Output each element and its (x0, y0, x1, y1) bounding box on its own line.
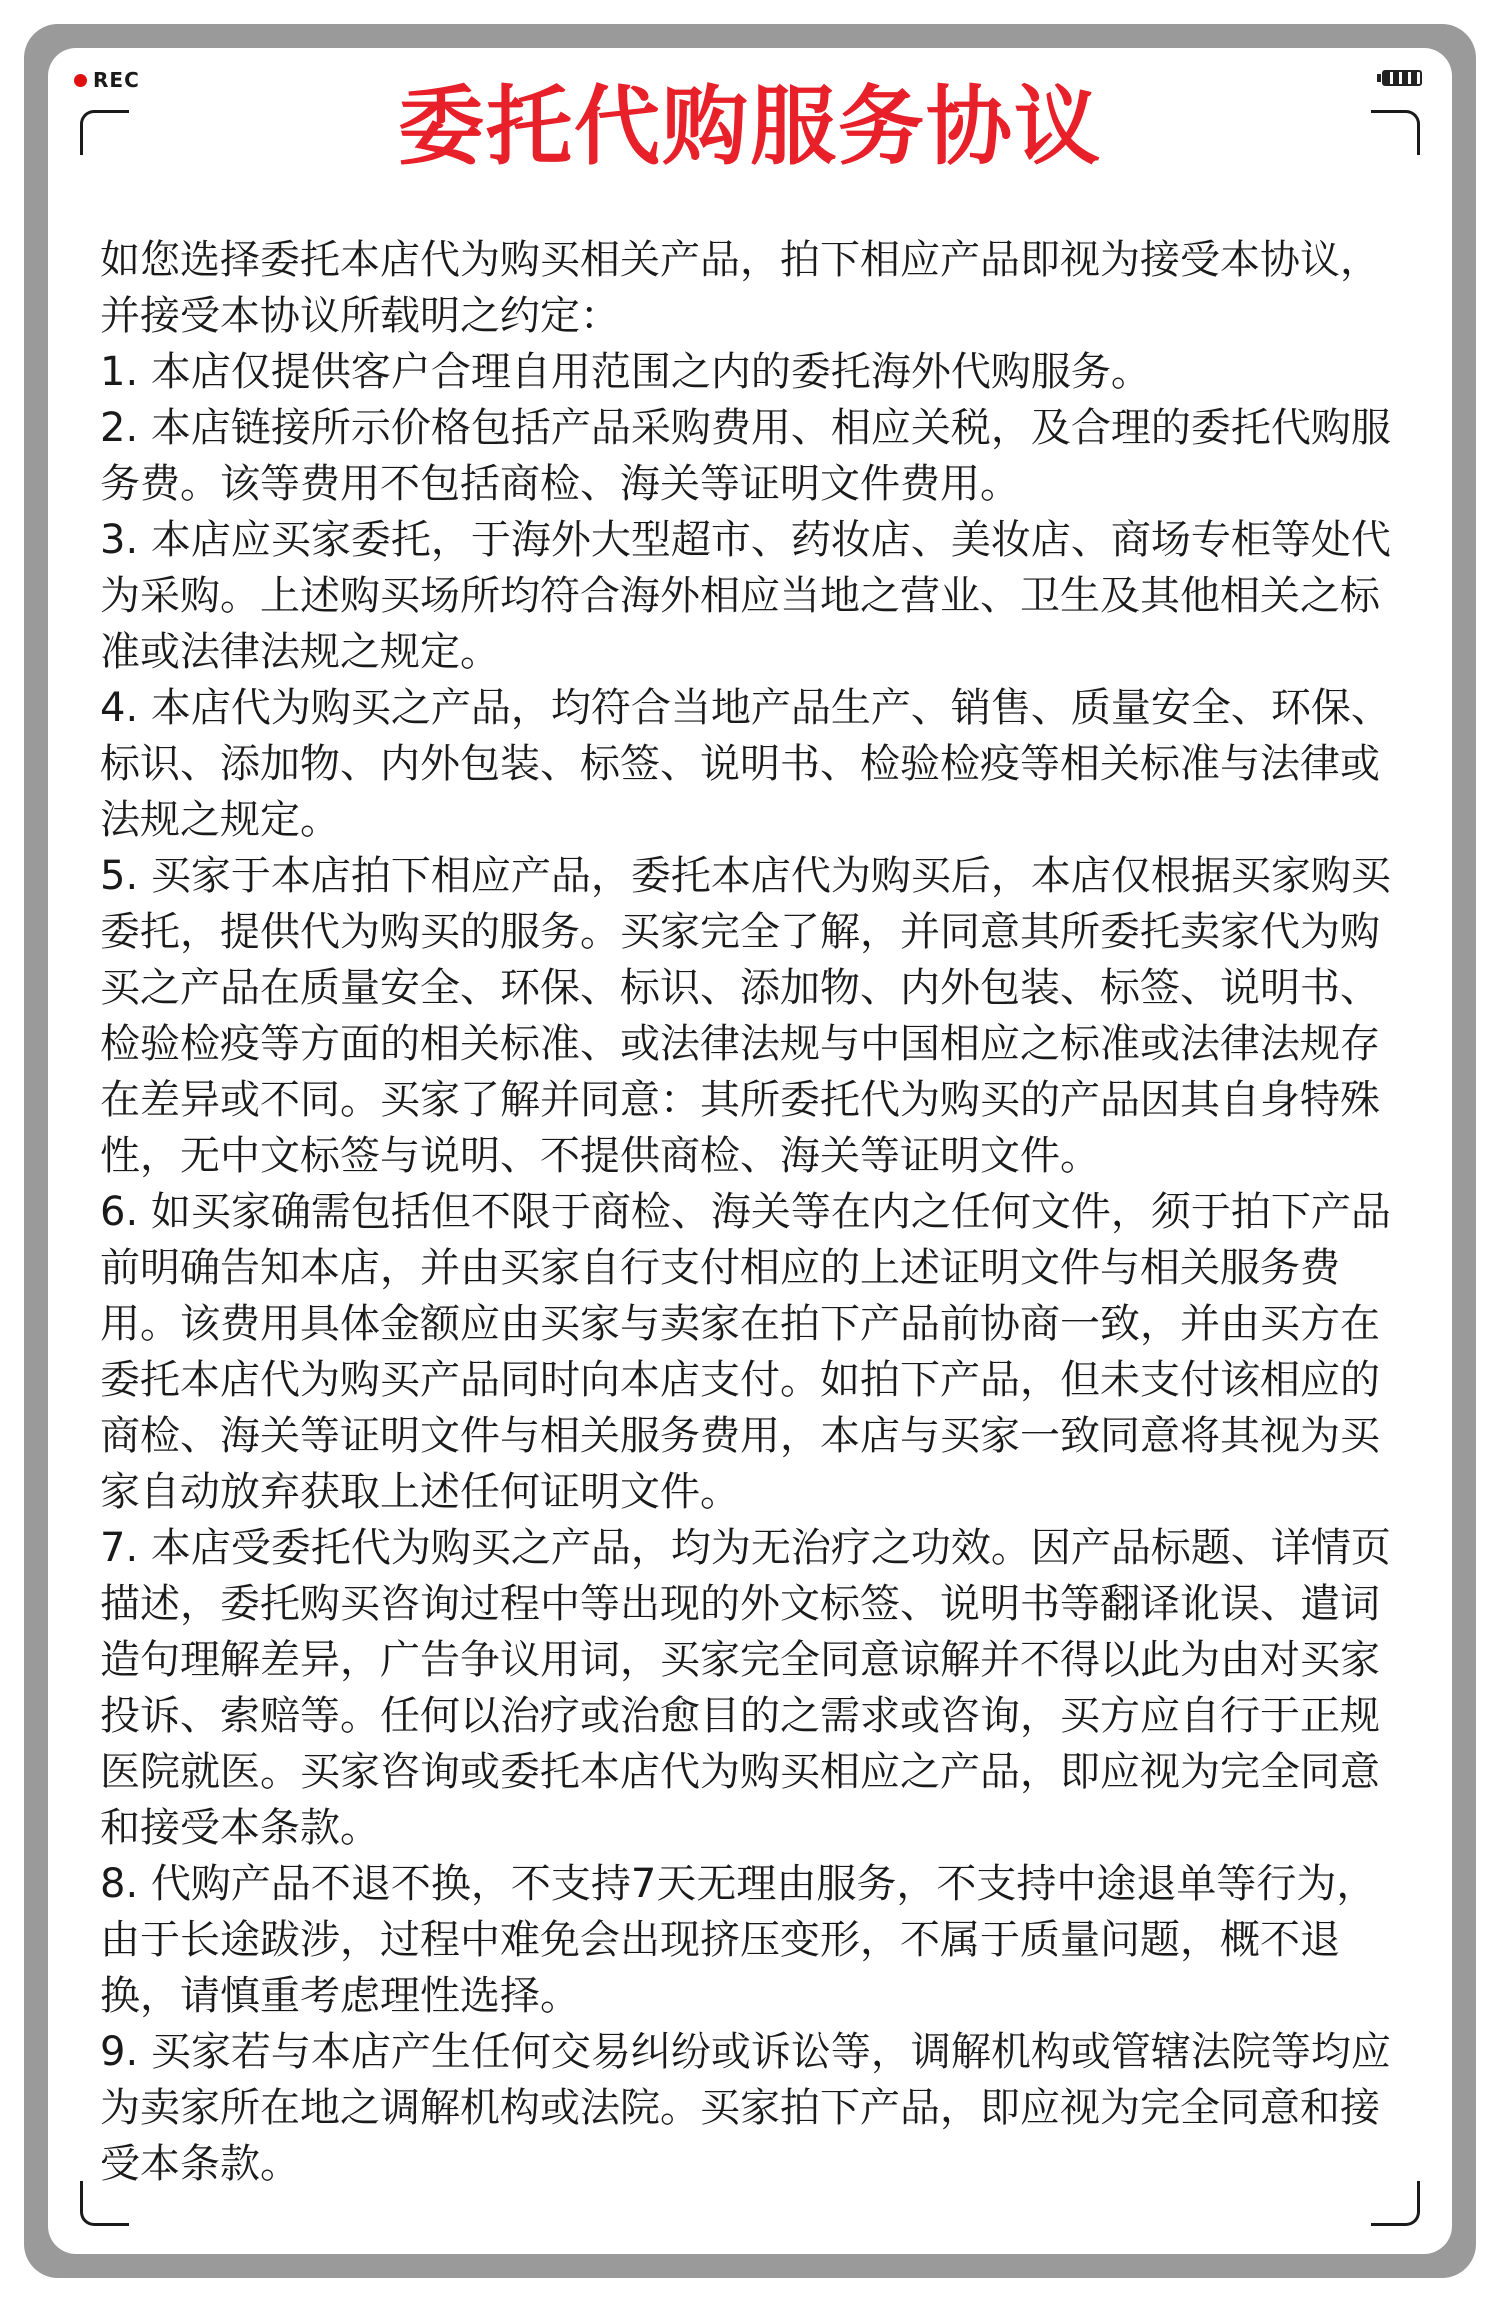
clause-5: 5. 买家于本店拍下相应产品，委托本店代为购买后，本店仅根据买家购买委托，提供代为购买的服务。买家完全了解，并同意其所委托卖家代为购买之产品在质量安全、环保、标识、添加物、内外包装、标签、说明书、检验检疫等方面的相关标准、或法律法规与中国相应之标准或法律法规存在差异或不同。买家了解并同意：其所委托代为购买的产品因其自身特殊性，无中文标签与说明、不提供商检、海关等证明文件。 (100, 853, 1391, 1179)
clause-6: 6. 如买家确需包括但不限于商检、海关等在内之任何文件，须于拍下产品前明确告知本店，并由买家自行支付相应的上述证明文件与相关服务费用。该费用具体金额应由买家与卖家在拍下产品前协商一致，并由买方在委托本店代为购买产品同时向本店支付。如拍下产品，但未支付该相应的商检、海关等证明文件与相关服务费用，本店与买家一致同意将其视为买家自动放弃获取上述任何证明文件。 (100, 1189, 1391, 1515)
agreement-intro: 如您选择委托本店代为购买相关产品，拍下相应产品即视为接受本协议，并接受本协议所载明之约定： (100, 237, 1380, 339)
clause-8: 8. 代购产品不退不换，不支持7天无理由服务，不支持中途退单等行为，由于长途跋涉，过程中难免会出现挤压变形，不属于质量问题，概不退换，请慎重考虑理性选择。 (100, 1861, 1377, 2019)
clause-3: 3. 本店应买家委托，于海外大型超市、药妆店、美妆店、商场专柜等处代为采购。上述购买场所均符合海外相应当地之营业、卫生及其他相关之标准或法律法规之规定。 (100, 517, 1391, 675)
clause-4: 4. 本店代为购买之产品，均符合当地产品生产、销售、质量安全、环保、标识、添加物、内外包装、标签、说明书、检验检疫等相关标准与法律或法规之规定。 (100, 685, 1391, 843)
page-title: 委托代购服务协议 (398, 77, 1102, 177)
clause-9: 9. 买家若与本店产生任何交易纠纷或诉讼等，调解机构或管辖法院等均应为卖家所在地之调解机构或法院。买家拍下产品，即应视为完全同意和接受本条款。 (100, 2029, 1391, 2187)
clause-1: 1. 本店仅提供客户合理自用范围之内的委托海外代购服务。 (100, 349, 1151, 395)
clause-2: 2. 本店链接所示价格包括产品采购费用、相应关税，及合理的委托代购服务费。该等费用不包括商检、海关等证明文件费用。 (100, 405, 1391, 507)
agreement-body (100, 232, 1400, 2192)
rec-label: REC (93, 68, 140, 92)
clause-7: 7. 本店受委托代为购买之产品，均为无治疗之功效。因产品标题、详情页描述，委托购买咨询过程中等出现的外文标签、说明书等翻译讹误、遣词造句理解差异，广告争议用词，买家完全同意谅解并不得以此为由对买家投诉、索赔等。任何以治疗或治愈目的之需求或咨询，买方应自行于正规医院就医。买家咨询或委托本店代为购买相应之产品，即应视为完全同意和接受本条款。 (100, 1525, 1391, 1851)
